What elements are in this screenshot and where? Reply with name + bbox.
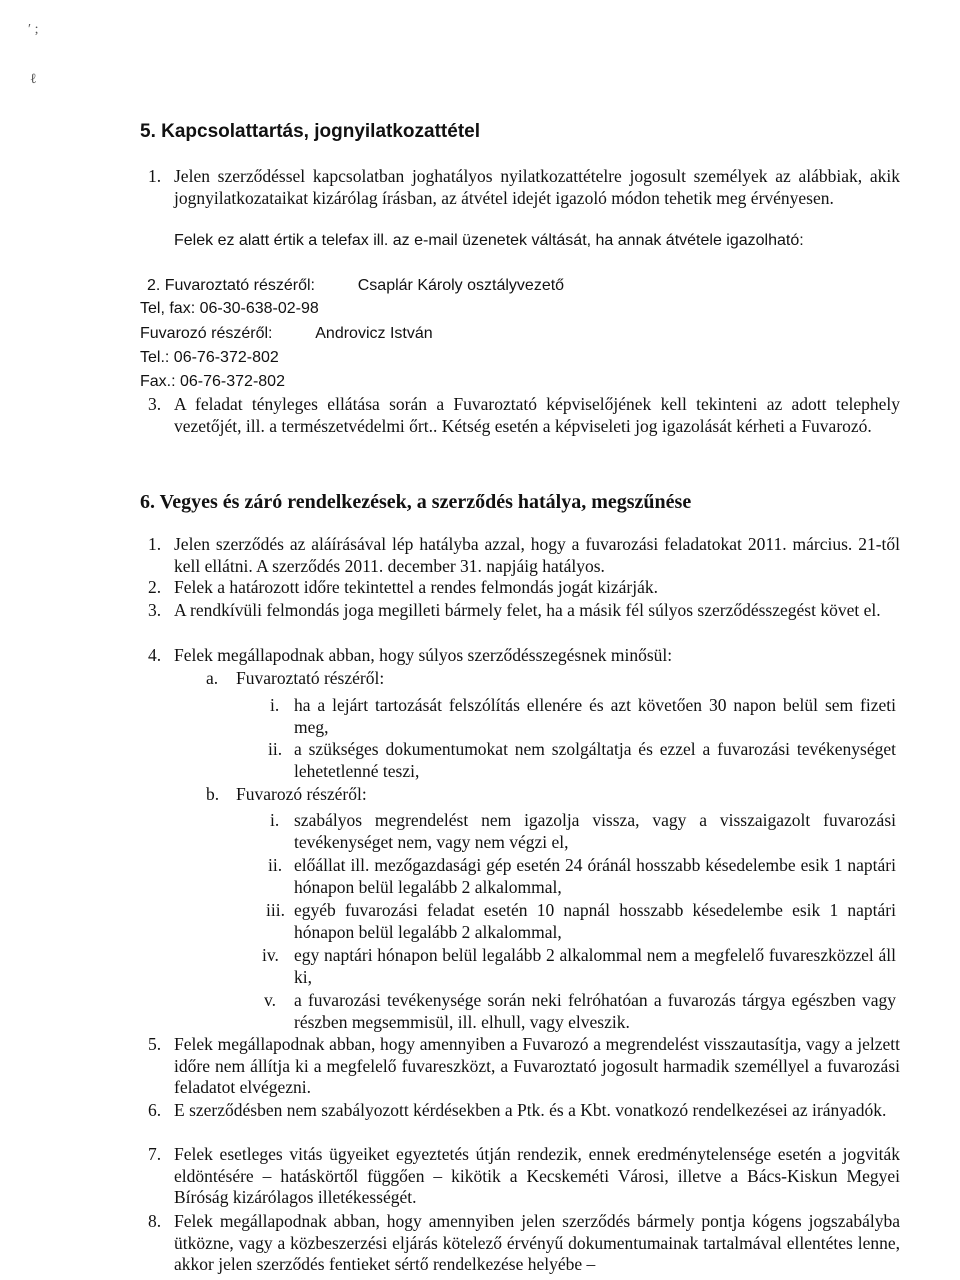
section-5-heading: 5. Kapcsolattartás, jognyilatkozattétel bbox=[140, 121, 480, 142]
s5-item-3-number: 3. bbox=[148, 394, 162, 414]
s6-4b-iii-number: iii. bbox=[266, 900, 285, 920]
s6-item-3-text: A rendkívüli felmondás joga megilleti bármely felet, ha a másik fél súlyos szerződésszegést követ el. bbox=[174, 600, 881, 620]
s6-4a-i-number: i. bbox=[270, 695, 280, 715]
s6-item-6-number: 6. bbox=[148, 1100, 162, 1120]
s6-4b-i-text: szabályos megrendelést nem igazolja vissza, vagy a visszaigazolt fuvarozási tevékenységet nem, vagy nem végzi el, bbox=[294, 810, 896, 852]
s6-item-2-text: Felek a határozott időre tekintettel a rendes felmondás jogát kizárják. bbox=[174, 577, 658, 597]
s6-4a-i-text: ha a lejárt tartozását felszólítás ellenére és azt követően 30 napon belül sem fizeti meg, bbox=[294, 695, 896, 737]
s5-item-3-text: A feladat tényleges ellátása során a Fuvaroztató képviselőjének kell tekinteni az adott telephely vezetőjét, ill. a természetvédelmi őrt.. Kétség esetén a képviseleti jog igazolását kérheti a Fuvarozó. bbox=[174, 394, 900, 436]
s6-4b-iv-text: egy naptári hónapon belül legalább 2 alkalommal nem a megfelelő fuvareszközzel áll ki, bbox=[294, 945, 896, 987]
s6-item-7-number: 7. bbox=[148, 1144, 162, 1164]
s5-item-2-number: 2. bbox=[147, 277, 161, 294]
s6-item-7-text: Felek esetleges vitás ügyeiket egyeztetés útján rendezik, ennek eredménytelensége esetén a jogviták eldöntésére – hatáskörtől függően – kikötik a Kecskeméti Városi, illetve a Bács-Kiskun Megyei Bíróság kizárólagos illetékességét. bbox=[174, 1144, 900, 1207]
s6-4b-iii-text: egyéb fuvarozási feladat esetén 10 napnál hosszabb késedelembe esik 1 naptári hónapon belül legalább 2 alkalommal, bbox=[294, 900, 896, 942]
s5-fax: Fax.: 06-76-372-802 bbox=[140, 373, 285, 390]
s6-item-4-text: Felek megállapodnak abban, hogy súlyos szerződésszegésnek minősül: bbox=[174, 645, 673, 665]
section-6-heading: 6. Vegyes és záró rendelkezések, a szerződés hatálya, megszűnése bbox=[140, 491, 692, 513]
s6-4b-i-number: i. bbox=[270, 810, 280, 830]
s6-item-5-number: 5. bbox=[148, 1034, 162, 1054]
s6-4b-iv-number: iv. bbox=[262, 945, 279, 965]
s5-transporter-label: Fuvarozó részéről: bbox=[140, 325, 273, 342]
s6-item-5-text: Felek megállapodnak abban, hogy amennyiben a Fuvarozó a megrendelést visszautasítja, vagy a jelzett időre nem állítja ki a megfelelő fuvareszközt, a Fuvaroztató jogosult harmadik személlyel a fuvarozási feladatot elvégezni. bbox=[174, 1034, 900, 1097]
s5-item-1-text: Jelen szerződéssel kapcsolatban joghatályos nyilatkozattételre jogosult személyek az alábbiak, akik jognyilatkozataikat kizárólag írásban, az átvétel idejét igazoló módon tehetik meg érvényesen. bbox=[174, 166, 900, 208]
s5-transporter-contact: Androvicz István bbox=[315, 325, 433, 342]
s6-item-4b-letter: b. bbox=[206, 784, 220, 804]
s5-carrier-label: Fuvaroztató részéről: bbox=[164, 277, 315, 294]
s6-4b-ii-text: előállat ill. mezőgazdasági gép esetén 24 óránál hosszabb késedelembe esik 1 naptári hónapon belül legalább 2 alkalommal, bbox=[294, 855, 896, 897]
s5-item-1-number: 1. bbox=[148, 166, 162, 186]
s6-item-8-number: 8. bbox=[148, 1211, 162, 1231]
s6-item-1-number: 1. bbox=[148, 534, 162, 554]
s5-item-2-line-1 bbox=[147, 274, 564, 297]
s5-carrier-contact: Csaplár Károly osztályvezető bbox=[357, 277, 565, 294]
s6-4b-ii-number: ii. bbox=[268, 855, 283, 875]
s6-4a-ii-text: a szükséges dokumentumokat nem szolgáltatja és ezzel a fuvarozási tevékenységet lehetetlenné teszi, bbox=[294, 739, 896, 781]
s6-item-4b-label: Fuvarozó részéről: bbox=[236, 784, 367, 804]
s6-item-2-number: 2. bbox=[148, 577, 162, 597]
s6-item-4a-label: Fuvaroztató részéről: bbox=[236, 668, 385, 688]
s5-tel-fax: Tel, fax: 06-30-638-02-98 bbox=[140, 300, 319, 317]
s6-item-3-number: 3. bbox=[148, 600, 162, 620]
s6-4b-v-text: a fuvarozási tevékenysége során neki felróhatóan a fuvarozás tárgya egészben vagy részben megsemmisül, ill. elhull, vagy elveszik. bbox=[294, 990, 896, 1032]
s6-item-1-text: Jelen szerződés az aláírásával lép hatályba azzal, hogy a fuvarozási feladatokat 2011. március. 21-től kell ellátni. A szerződés 2011. december 31. napjáig hatályos. bbox=[174, 534, 900, 576]
s6-item-4-number: 4. bbox=[148, 645, 162, 665]
s6-4b-v-number: v. bbox=[264, 990, 276, 1010]
s6-item-8-text: Felek megállapodnak abban, hogy amennyiben jelen szerződés bármely pontja kógens jogszabályba ütközne, vagy a közbeszerzési eljárás kötelező érvényű dokumentumainak tartalmával ellentétes lenne, akkor jelen szerződés fentieket sértő rendelkezése helyébe – bbox=[174, 1211, 900, 1274]
s6-4a-ii-number: ii. bbox=[268, 739, 283, 759]
s6-item-4a-letter: a. bbox=[206, 668, 219, 688]
scan-mark-top: ′ ; bbox=[28, 22, 39, 37]
scan-mark-left: ℓ bbox=[30, 72, 37, 87]
s5-tel: Tel.: 06-76-372-802 bbox=[140, 349, 279, 366]
s6-item-6-text: E szerződésben nem szabályozott kérdésekben a Ptk. és a Kbt. vonatkozó rendelkezései az irányadók. bbox=[174, 1100, 887, 1120]
s5-item-1-text-cont: Felek ez alatt értik a telefax ill. az e-mail üzenetek váltását, ha annak átvétele igazolható: bbox=[174, 232, 804, 249]
s5-transporter-line bbox=[140, 322, 433, 345]
